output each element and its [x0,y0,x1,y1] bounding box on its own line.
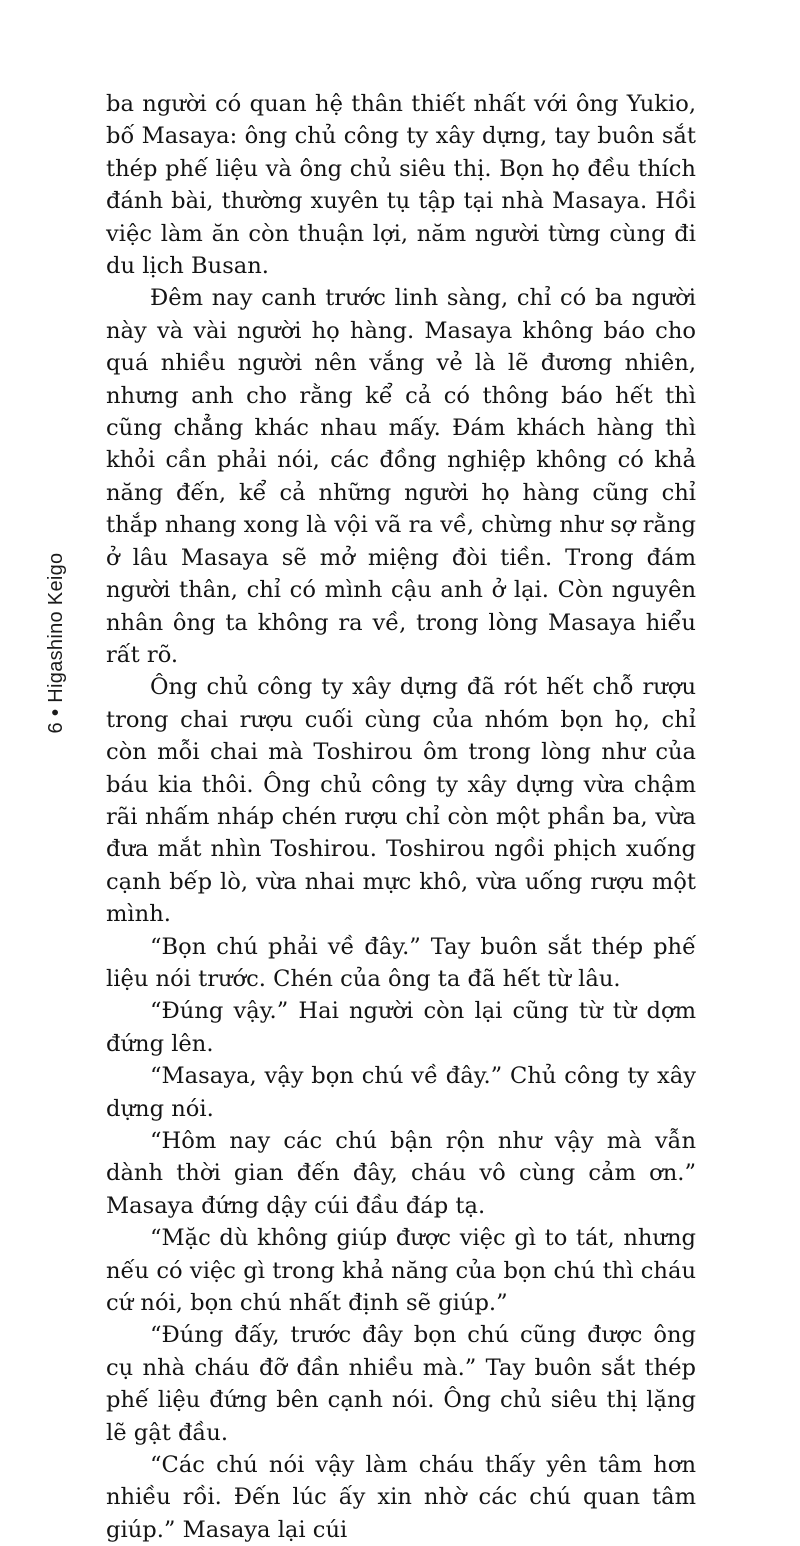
running-head-text [26,548,86,738]
page-number: 6 [44,722,67,734]
separator-bullet: • [44,708,67,717]
dialogue-paragraph: “Mặc dù không giúp được việc gì to tát, nhưng nếu có việc gì trong khả năng của bọn chú thì cháu cứ nói, bọn chú nhất định sẽ giúp.” [106,1225,696,1317]
paragraph: Ông chủ công ty xây dựng đã rót hết chỗ rượu trong chai rượu cuối cùng của nhóm bọn họ, chỉ còn mỗi chai mà Toshirou ôm trong lòng như của báu kia thôi. Ông chủ công ty xây dựng vừa chậm rãi nhấm nháp chén rượu chỉ còn một phần ba, vừa đưa mắt nhìn Toshirou. Toshirou ngồi phịch xuống cạnh bếp lò, vừa nhai mực khô, vừa uống rượu một mình. [106,674,696,928]
running-head [26,548,86,738]
paragraph-continued: ba người có quan hệ thân thiết nhất với ông Yukio, bố Masaya: ông chủ công ty xây dựng, tay buôn sắt thép phế liệu và ông chủ siêu thị. Bọn họ đều thích đánh bài, thường xuyên tụ tập tại nhà Masaya. Hồi việc làm ăn còn thuận lợi, năm người từng cùng đi du lịch Busan. [106,91,696,280]
dialogue-paragraph: “Bọn chú phải về đây.” Tay buôn sắt thép phế liệu nói trước. Chén của ông ta đã hết từ lâu. [106,933,696,992]
dialogue-paragraph: “Đúng đấy, trước đây bọn chú cũng được ông cụ nhà cháu đỡ đần nhiều mà.” Tay buôn sắt thép phế liệu đứng bên cạnh nói. Ông chủ siêu thị lặng lẽ gật đầu. [106,1322,696,1446]
dialogue-paragraph: “Các chú nói vậy làm cháu thấy yên tâm hơn nhiều rồi. Đến lúc ấy xin nhờ các chú quan tâm giúp.” Masaya lại cúi [106,1452,696,1543]
author-name: Higashino Keigo [44,552,67,703]
dialogue-paragraph: “Masaya, vậy bọn chú về đây.” Chủ công ty xây dựng nói. [106,1063,696,1122]
paragraph: Đêm nay canh trước linh sàng, chỉ có ba người này và vài người họ hàng. Masaya không báo cho quá nhiều người nên vắng vẻ là lẽ đương nhiên, nhưng anh cho rằng kể cả có thông báo hết thì cũng chẳng khác nhau mấy. Đám khách hàng thì khỏi cần phải nói, các đồng nghiệp không có khả năng đến, kể cả những người họ hàng cũng chỉ thắp nhang xong là vội vã ra về, chừng như sợ rằng ở lâu Masaya sẽ mở miệng đòi tiền. Trong đám người thân, chỉ có mình cậu anh ở lại. Còn nguyên nhân ông ta không ra về, trong lòng Masaya hiểu rất rõ. [106,285,696,668]
dialogue-paragraph: “Đúng vậy.” Hai người còn lại cũng từ từ dợm đứng lên. [106,998,696,1057]
dialogue-paragraph: “Hôm nay các chú bận rộn như vậy mà vẫn dành thời gian đến đây, cháu vô cùng cảm ơn.” Masaya đứng dậy cúi đầu đáp tạ. [106,1128,696,1219]
body-text [106,88,696,1546]
